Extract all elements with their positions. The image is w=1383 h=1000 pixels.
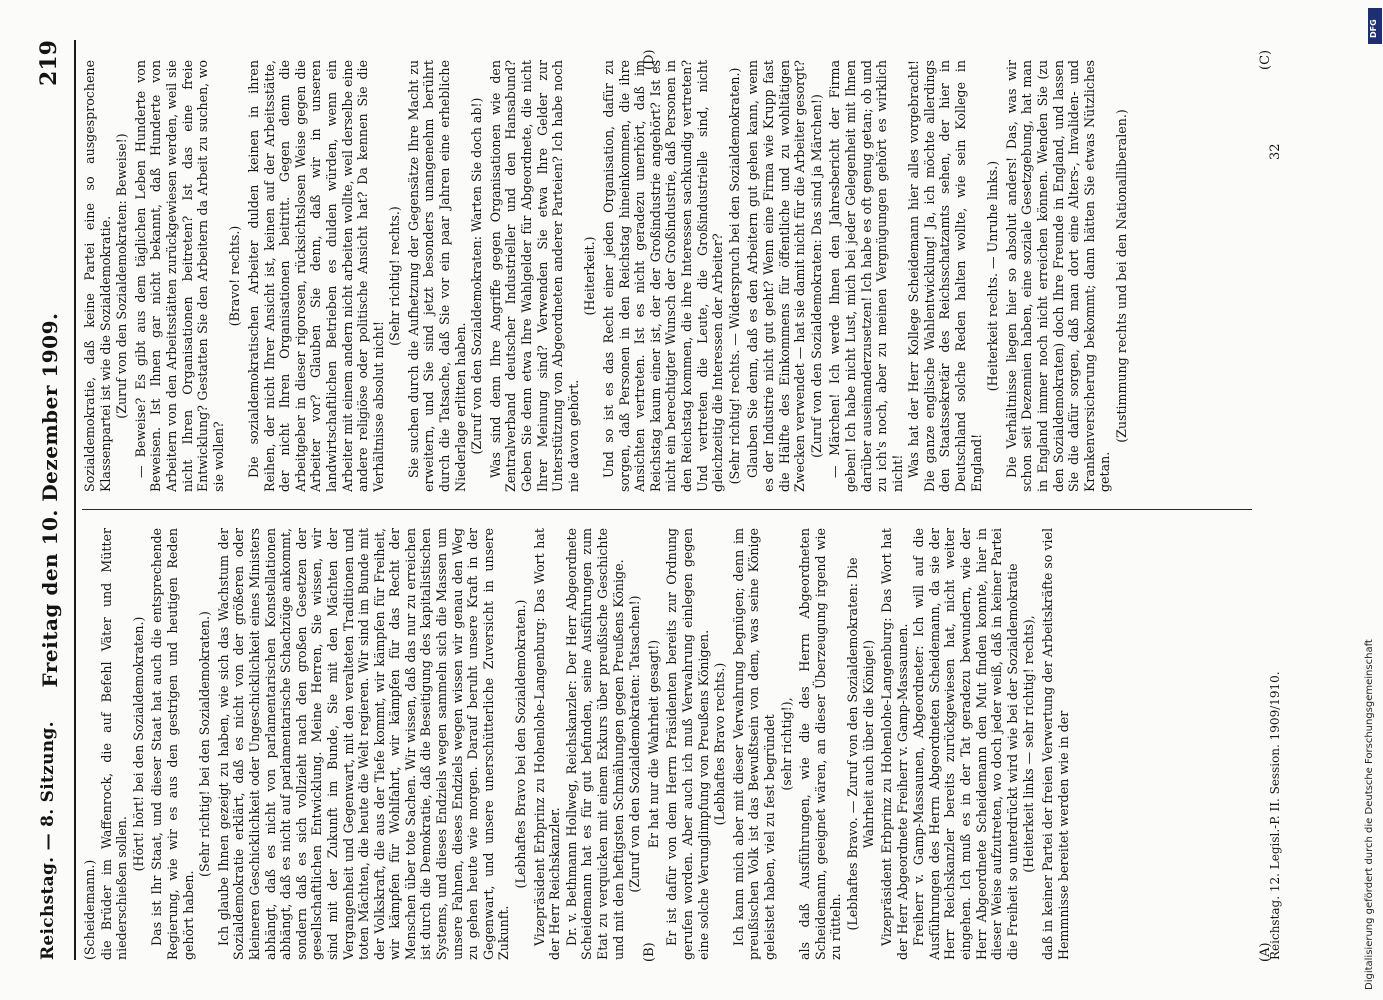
paragraph: (Lebhaftes Bravo. — Zuruf von den Sozialdemokraten: Die Wahrheit auch über die Könige!) — [844, 557, 876, 931]
margin-mark-d: (D) — [642, 49, 657, 70]
paragraph: Ich kann mich aber mit dieser Verwahrung begnügen; denn im preußischen Volk ist das Bewußtsein von dem, was seine Könige geleistet haben, viel zu fest begründet — [730, 528, 777, 960]
paragraph: (Sehr richtig! rechts. — Widerspruch bei den Sozialdemokraten.) — [726, 67, 742, 485]
paragraph: (Zuruf von den Sozialdemokraten: Beweise!) — [114, 133, 130, 419]
paragraph: Die Verhältnisse liegen hier so absolut anders! Das, was wir schon seit Dezennien haben, eine soziale Gesetzgebung, hat man in England immer noch nicht erreichen können. Wenden Sie (zu den Sozialdemokraten) doch Ihre Freunde in England, und lassen Sie die dafür sorgen, daß man dort eine Alters-, Invaliden- und Krankenversicherung bekommt; dann hätten Sie etwas Nützliches getan. — [1003, 60, 1113, 492]
paragraph: (sehr richtig!), — [778, 697, 794, 791]
paragraph: Die sozialdemokratischen Arbeiter dulden keinen in ihren Reihen, der nicht Ihrer Ansicht ist, keinen auf der Arbeitsstätte, der nicht Ihren Organisationen beitritt. Gegen denn die Arbeitgeber in dieser rigorosen, rücksichtslosen Weise gegen die Arbeiter vor? Glauben Sie denn, daß wir in unseren landwirtschaftlichen Betrieben es dulden würden, wenn ein Arbeiter mit einem andern nicht arbeiten wollte, weil derselbe eine andere religiöse oder politische Ansicht hat? Da kennen Sie die Verhältnisse absolut nicht! — [245, 60, 386, 492]
paragraph: (Sehr richtig! bei den Sozialdemokraten.) — [197, 611, 213, 877]
paragraph: (Lebhaftes Bravo rechts.) — [712, 662, 728, 826]
paragraph: (Heiterkeit.) — [582, 236, 598, 316]
paragraph: Er hat nur die Wahrheit gesagt!) — [645, 639, 661, 849]
footer-legislature: Reichstag. 12. Legisl.-P. II. Session. 1909/1910. — [1268, 671, 1282, 960]
paragraph: (Lebhaftes Bravo bei den Sozialdemokraten.) — [513, 599, 529, 889]
dfg-logo-text: DFG — [1369, 19, 1378, 38]
paragraph: die Brüder im Waffenrock, die auf Befehl Väter und Mütter niederschießen sollen. — [98, 528, 130, 960]
paragraph: (Zuruf von den Sozialdemokraten: Tatsachen!) — [627, 595, 643, 893]
paragraph: Und so ist es das Recht einer jeden Organisation, dafür zu sorgen, daß Personen in den Reichstag hineinkommen, die ihre Ansichten vertreten. Ist es nicht geradezu unerhört, daß im Reichstag kaum einer ist, der der Großindustrie angehört? Ist es nicht ein berechtigter Wunsch der Großindustrie, daß Personen in den Reichstag kommen, die ihre Interessen sachkundig vertreten? Und vertreten die Leute, die Großindustrielle sind, nicht gleichzeitig die Interessen der Arbeiter? — [601, 60, 726, 492]
right-column — [82, 60, 1252, 492]
left-column — [82, 528, 1252, 960]
paragraph: Glauben Sie denn, daß es den Arbeitern gut gehen kann, wenn es der Industrie nicht gut geht? Wenn eine Firma wie Krupp fast die Hälfte des Einkommens für öffentliche und zu wohltätigen Zwecken verwendet — hat sie damit nicht für die Arbeiter gesorgt? — [745, 60, 808, 492]
page-number: 219 — [36, 40, 62, 86]
paragraph: Was sind denn Ihre Angriffe gegen Organisationen wie den Zentralverband deutscher Industrieller und den Hansabund? Geben Sie denn etwa Ihre Wahlgelder für Abgeordnete, die nicht Ihrer Meinung sind? Verwenden Sie etwa Ihre Gelder zur Unterstützung von Abgeordneten anderer Parteien? Ich habe noch nie davon gehört. — [487, 60, 581, 492]
header-rule — [74, 40, 76, 960]
paragraph: Sozialdemokratie, daß keine Partei eine so ausgesprochene Klassenpartei ist wie die Sozialdemokratie. — [82, 60, 113, 492]
paragraph: (Hört! hört! bei den Sozialdemokraten.) — [130, 616, 146, 872]
paragraph: (Zuruf von den Sozialdemokraten: Das sind ja Märchen!) — [808, 94, 824, 458]
paragraph: Sie suchen durch die Aufhetzung der Gegensätze Ihre Macht zu erweitern, und Sie sind jetzt besonders unangenehm berührt durch die Tatsache, daß Sie vor ein paar Jahren eine erhebliche Niederlage erlitten haben. — [405, 60, 468, 492]
header-session: Reichstag. — 8. Sitzung. — [38, 721, 58, 960]
margin-mark-c: (C) — [1258, 49, 1273, 70]
paragraph: Vizepräsident Erbprinz zu Hohenlohe-Langenburg: Das Wort hat der Herr Abgeordnete Freiherr v. Gamp-Massaunen. — [879, 528, 910, 960]
margin-mark-a: (A) — [1258, 942, 1273, 962]
paragraph: (Zuruf von den Sozialdemokraten: Warten Sie doch ab!) — [469, 97, 485, 455]
paragraph: (Heiterkeit rechts. — Unruhe links.) — [985, 160, 1001, 392]
paragraph: (Heiterkeit links — sehr richtig! rechts), — [1021, 615, 1037, 873]
paragraph: Ich glaube Ihnen gezeigt zu haben, wie sich das Wachstum der Sozialdemokratie erklärt, daß es nicht von der größeren oder kleineren Geschicklichkeit oder Ungeschicklichkeit eines Ministers abhängt, daß es nicht von parlamentarischen Konstellationen abhängt, daß es nicht auf parlamentarische Schachzüge ankommt, sondern daß es sich vollzieht nach den großen Gesetzen der gesellschaftlichen Entwicklung. Meine Herren, Sie wissen, wir sind mit der Zukunft im Bunde, Sie mit den Mächten der Vergangenheit und Gegenwart, mit den veralteten Traditionen und toten Mächten, die heute die Welt regieren. Wir sind im Bunde mit der Volkskraft, die aus der Tiefe kommt, wir kämpfen für Freiheit, wir kämpfen für Wohlfahrt, wir kämpfen für das Recht der Menschen über tote Sachen. Wir wissen, daß das nur zu erreichen ist durch die Demokratie, daß die Beseitigung des kapitalistischen Systems, und dieses Endziels wegen sammeln sich die Massen um unsere Fahnen, dieses Endziels wegen wissen wir genau den Weg zu gehen heute wie morgen. Darauf beruht unsere Kraft in der Gegenwart, und unsere unerschütterliche Zuversicht in unsere Zukunft. — [215, 528, 512, 960]
paragraph: — Märchen! Ich werde Ihnen den Jahresbericht der Firma geben! Ich habe nicht Lust, mich bei jeder Gelegenheit mit Ihnen darüber auseinanderzusetzen! Ich habe es oft genug getan; ob und zu ich's noch, aber zu meinen Vergnügungen gehört es wirklich nicht! — [827, 60, 905, 492]
paragraph: als daß Ausführungen, wie die des Herrn Abgeordneten Scheidemann, geeignet wären, an dieser Überzeugung irgend wie zu rütteln. — [797, 528, 844, 960]
paragraph: (Zustimmung rechts und bei den Nationalliberalen.) — [1114, 109, 1129, 443]
paragraph: daß in keiner Partei der freien Verwertung der Arbeitskräfte so viel Hemmnisse bereitet werden wie in der — [1040, 528, 1071, 960]
header-date: Freitag den 10. Dezember 1909. — [38, 312, 62, 688]
digitization-credit: Digitalisierung gefördert durch die Deutsche Forschungsgemeinschaft — [1364, 639, 1375, 990]
paragraph: — Beweise? Es gibt aus dem täglichen Leben Hunderte von Beweisen. Ist Ihnen gar nicht bekannt, daß Hunderte von Arbeitern von den Arbeitsstätten zurückgewiesen werden, weil sie nicht Ihren Organisationen beitreten? Ist das eine freie Entwicklung? Gestatten Sie den Arbeitern da Arbeit zu suchen, wo sie wollen? — [132, 60, 226, 492]
footer-sheet-number: 32 — [1268, 143, 1283, 160]
paragraph: (Scheidemann.) — [82, 859, 97, 960]
paragraph: Freiherr v. Gamp-Massaunen, Abgeordneter: Ich will auf die Ausführungen des Herrn Abgeordneten Scheidemann, da sie der Herr Reichskanzler bereits zurückgewiesen hat, nicht weiter eingehen. Ich muß es in der Tat geradezu bewundern, wie der Herr Abgeordnete Scheidemann den Mut finden konnte, hier in dieser Weise aufzutreten, wo doch jeder weiß, daß in keiner Partei die Freiheit so unterdrückt wird wie bei der Sozialdemokratie — [911, 528, 1020, 960]
margin-mark-b: (B) — [642, 942, 657, 962]
paragraph: Dr. v. Bethmann Hollweg, Reichskanzler: Der Herr Abgeordnete Scheidemann hat es für gut befunden, seine Ausführungen zum Etat zu verquicken mit einem Exkurs über preußische Geschichte und mit den heftigsten Schmähungen gegen Preußens Könige. — [563, 528, 626, 960]
paragraph: Vizepräsident Erbprinz zu Hohenlohe-Langenburg: Das Wort hat der Herr Reichskanzler. — [531, 528, 563, 960]
dfg-logo — [1368, 8, 1382, 44]
running-header — [30, 40, 70, 960]
paragraph: Er ist dafür von dem Herrn Präsidenten bereits zur Ordnung gerufen worden. Aber auch ich muß Verwahrung einlegen gegen eine solche Verunglimpfung von Preußens Königen. — [664, 528, 711, 960]
column-divider — [82, 509, 1252, 510]
paragraph: (Sehr richtig! rechts.) — [387, 206, 403, 346]
rotated-page-content — [30, 40, 1320, 960]
paragraph: (Bravo! rechts.) — [227, 225, 243, 327]
paragraph: Was hat der Herr Kollege Scheidemann hier alles vorgebracht! Die ganze englische Wahlentwicklung! Ja, ich möchte allerdings den Staatssekretär des Reichsschatzamts sehen, der hier in Deutschland solche Reden halten wollte, wie sein Kollege in England! — [906, 60, 984, 492]
paragraph: Das ist Ihr Staat, und dieser Staat hat auch die entsprechende Regierung, wie wir es aus den gestrigen und heutigen Reden gehört haben. — [149, 528, 196, 960]
